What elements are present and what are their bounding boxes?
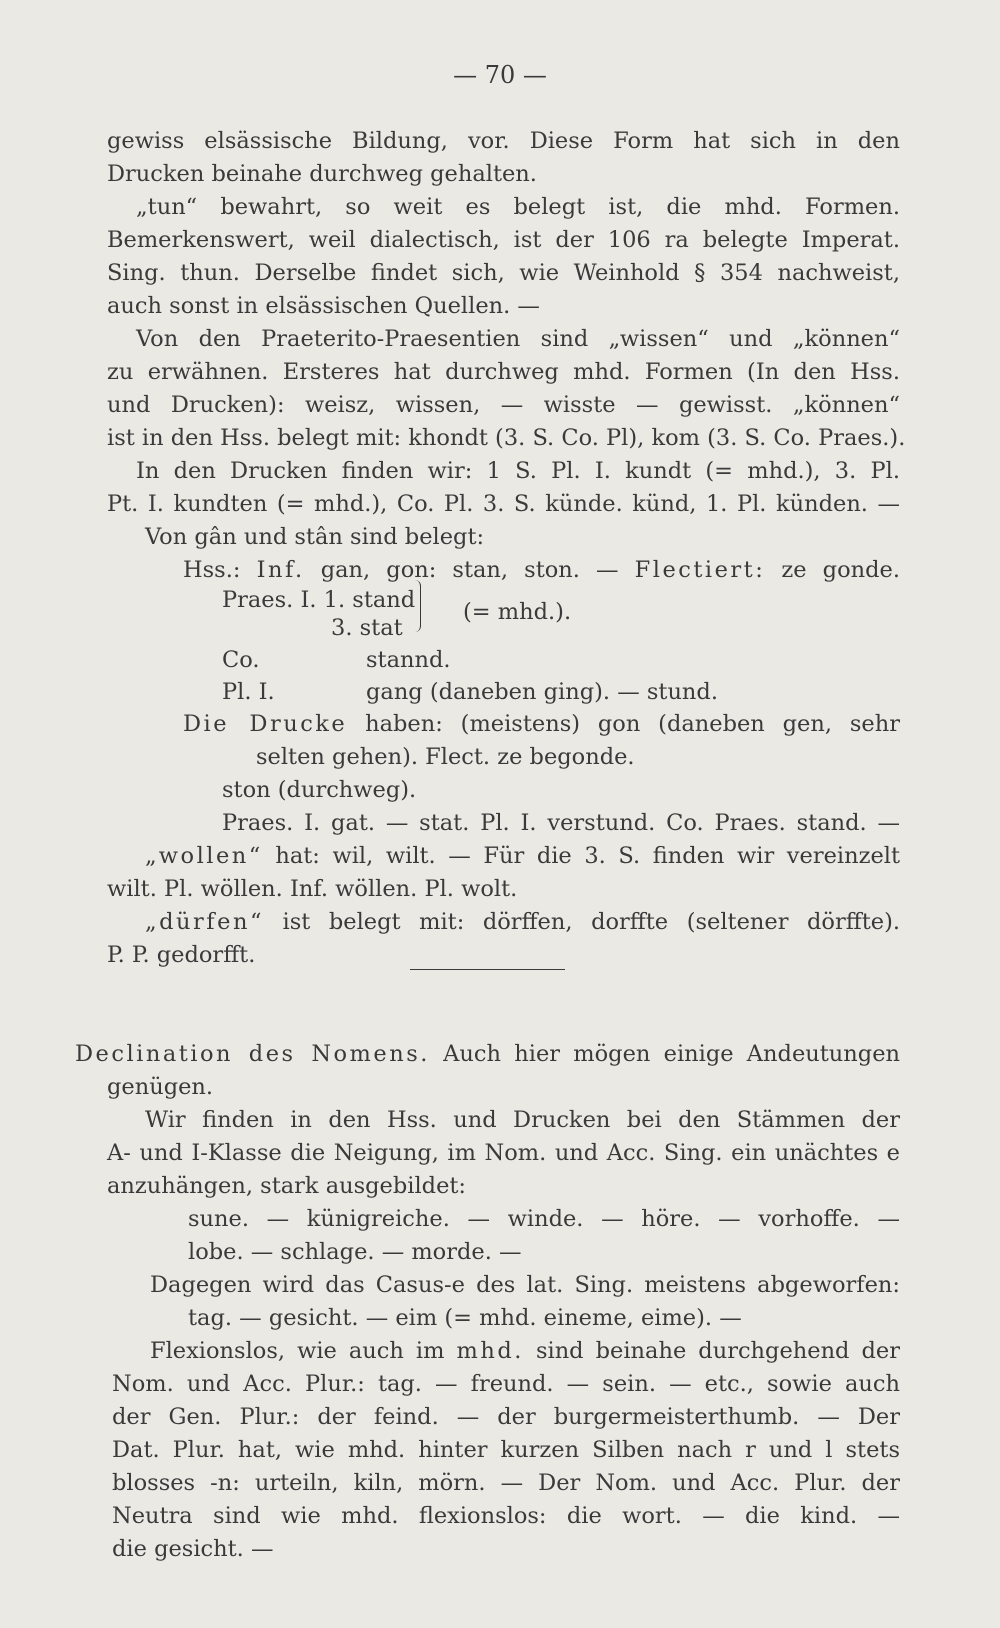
text-line: tag. — gesicht. — eim (= mhd. eineme, eime). — — [188, 1305, 742, 1331]
text-line: „wollen“ hat: wil, wilt. — Für die 3. S. finden wir vereinzelt — [145, 843, 900, 869]
text-line: genügen. — [107, 1074, 214, 1100]
page-number: — 70 — — [453, 61, 547, 89]
text-line: (= mhd.). — [463, 599, 572, 625]
text-line: „tun“ bewahrt, so weit es belegt ist, die mhd. Formen. — [136, 194, 900, 220]
text-line: wilt. Pl. wöllen. Inf. wöllen. Pl. wolt. — [107, 876, 518, 902]
text-line: zu erwähnen. Ersteres hat durchweg mhd. Formen (In den Hss. — [107, 359, 900, 385]
text-line: Die Drucke haben: (meistens) gon (daneben gen, sehr — [183, 711, 900, 737]
brace-symbol — [410, 580, 421, 632]
text-line: Bemerkenswert, weil dialectisch, ist der 106 ra belegte Imperat. — [107, 227, 900, 253]
text-line: anzuhängen, stark ausgebildet: — [107, 1173, 467, 1199]
text-line: der Gen. Plur.: der feind. — der burgermeisterthumb. — Der — [112, 1404, 900, 1430]
text-line: Hss.: Inf. gan, gon: stan, ston. — Flectiert: ze gonde. — [183, 557, 900, 583]
text-line: Neutra sind wie mhd. flexionslos: die wort. — die kind. — — [112, 1503, 900, 1529]
text-line: gewiss elsässische Bildung, vor. Diese Form hat sich in den — [107, 128, 900, 154]
text-line: selten gehen). Flect. ze begonde. — [256, 744, 635, 770]
text-line: „dürfen“ ist belegt mit: dörffen, dorffte (seltener dörffte). — [145, 909, 900, 935]
section-divider — [410, 969, 565, 970]
text-line: Flexionslos, wie auch im mhd. sind beinahe durchgehend der — [150, 1338, 900, 1364]
text-line: Declination des Nomens. Auch hier mögen einige Andeutungen — [75, 1041, 900, 1067]
text-line: Co. — [222, 647, 260, 673]
text-line: Wir finden in den Hss. und Drucken bei den Stämmen der — [145, 1107, 900, 1133]
text-line: blosses -n: urteiln, kiln, mörn. — Der Nom. und Acc. Plur. der — [112, 1470, 900, 1496]
text-line: die gesicht. — — [112, 1536, 274, 1562]
text-line: Dagegen wird das Casus-e des lat. Sing. meistens abgeworfen: — [150, 1272, 900, 1298]
text-line: und Drucken): weisz, wissen, — wisste — gewisst. „können“ — [107, 392, 900, 418]
text-line: P. P. gedorfft. — [107, 942, 256, 968]
text-line: Von gân und stân sind belegt: — [145, 524, 485, 550]
text-line: lobe. — schlage. — morde. — — [188, 1239, 522, 1265]
text-line: Pt. I. kundten (= mhd.), Co. Pl. 3. S. künde. künd, 1. Pl. künden. — — [107, 491, 900, 517]
text-line: ist in den Hss. belegt mit: khondt (3. S. Co. Pl), kom (3. S. Co. Praes.). — [107, 425, 906, 451]
text-line: Praes. I. 1. stand — [222, 587, 416, 613]
text-line: Pl. I. — [222, 679, 275, 705]
text-line: A- und I-Klasse die Neigung, im Nom. und Acc. Sing. ein unächtes e — [107, 1140, 900, 1166]
text-line: In den Drucken finden wir: 1 S. Pl. I. kundt (= mhd.), 3. Pl. — [136, 458, 900, 484]
text-line: gang (daneben ging). — stund. — [366, 679, 718, 705]
text-line: Sing. thun. Derselbe findet sich, wie Weinhold § 354 nachweist, — [107, 260, 900, 286]
text-line: 3. stat — [331, 615, 403, 641]
text-line: ston (durchweg). — [222, 777, 417, 803]
text-line: Dat. Plur. hat, wie mhd. hinter kurzen Silben nach r und l stets — [112, 1437, 900, 1463]
text-line: stannd. — [366, 647, 451, 673]
text-line: Nom. und Acc. Plur.: tag. — freund. — sein. — etc., sowie auch — [112, 1371, 900, 1397]
text-line: Praes. I. gat. — stat. Pl. I. verstund. Co. Praes. stand. — — [222, 810, 900, 836]
text-line: auch sonst in elsässischen Quellen. — — [107, 293, 540, 319]
text-line: Drucken beinahe durchweg gehalten. — [107, 161, 537, 187]
text-line: Von den Praeterito-Praesentien sind „wissen“ und „können“ — [136, 326, 900, 352]
text-line: sune. — künigreiche. — winde. — höre. — vorhoffe. — — [188, 1206, 900, 1232]
